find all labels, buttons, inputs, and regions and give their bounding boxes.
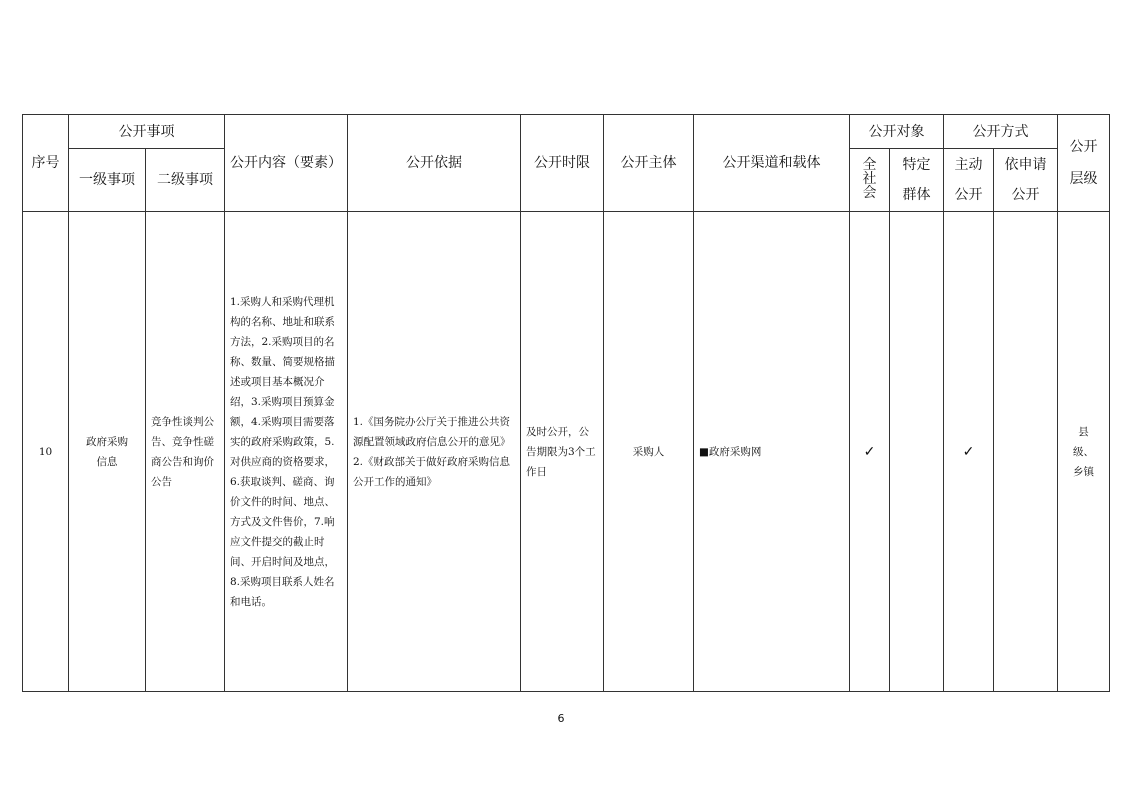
header-target: 公开对象: [850, 115, 944, 149]
header-target-specific-line1: 特定: [902, 157, 931, 173]
disclosure-table: [22, 114, 1110, 692]
header-layer-line1: 公开: [1069, 139, 1098, 155]
header-target-all: [850, 149, 890, 212]
row-seq: 10: [23, 212, 69, 692]
header-seq: 序号: [23, 115, 69, 212]
row-method-request: [994, 212, 1058, 692]
table-row: [23, 212, 1110, 692]
row-method-active: ✓: [944, 212, 994, 692]
row-level1: 政府采购信息: [69, 212, 146, 692]
header-channel: 公开渠道和载体: [694, 115, 850, 212]
header-row-1: [23, 115, 1110, 149]
header-items: 公开事项: [69, 115, 225, 149]
header-layer: [1058, 115, 1110, 212]
header-target-all-text: 全社会: [862, 156, 877, 201]
header-subject: 公开主体: [604, 115, 694, 212]
header-method-request-line2: 公开: [1011, 187, 1040, 203]
row-target-all: ✓: [850, 212, 890, 692]
header-method-request-line1: 依申请: [1004, 157, 1047, 173]
header-target-specific-line2: 群体: [902, 187, 931, 203]
row-basis: [348, 212, 521, 692]
row-content: 1.采购人和采购代理机构的名称、地址和联系方法，2.采购项目的名称、数量、简要规格描述或项目基本概况介绍，3.采购项目预算金额，4.采购项目需要落实的政府采购政策，5.对供应商的资格要求，6.获取谈判、磋商、询价文件的时间、地点、方式及文件售价，7.响应文件提交的截止时间、开启时间及地点，8.采购项目联系人姓名和电话。: [225, 212, 348, 692]
header-layer-line2: 层级: [1069, 171, 1098, 187]
header-method: 公开方式: [944, 115, 1058, 149]
row-basis-2: 2.《财政部关于做好政府采购信息公开工作的通知》: [353, 455, 511, 488]
header-level1: 一级事项: [69, 149, 146, 212]
header-target-specific: [890, 149, 944, 212]
row-target-specific: [890, 212, 944, 692]
row-subject: 采购人: [604, 212, 694, 692]
header-method-request: [994, 149, 1058, 212]
header-method-active-line1: 主动: [954, 157, 983, 173]
header-content: 公开内容（要素）: [225, 115, 348, 212]
header-method-active: [944, 149, 994, 212]
header-level2: 二级事项: [146, 149, 225, 212]
row-channel: ■政府采购网: [694, 212, 850, 692]
row-time-limit: 及时公开，公告期限为3个工作日: [521, 212, 604, 692]
header-time-limit: 公开时限: [521, 115, 604, 212]
header-basis: 公开依据: [348, 115, 521, 212]
page-number: 6: [557, 712, 565, 725]
row-basis-1: 1.《国务院办公厅关于推进公共资源配置领域政府信息公开的意见》: [353, 415, 511, 448]
row-layer: 县级、乡镇: [1058, 212, 1110, 692]
row-level2: 竞争性谈判公告、竞争性磋商公告和询价公告: [146, 212, 225, 692]
header-method-active-line2: 公开: [954, 187, 983, 203]
